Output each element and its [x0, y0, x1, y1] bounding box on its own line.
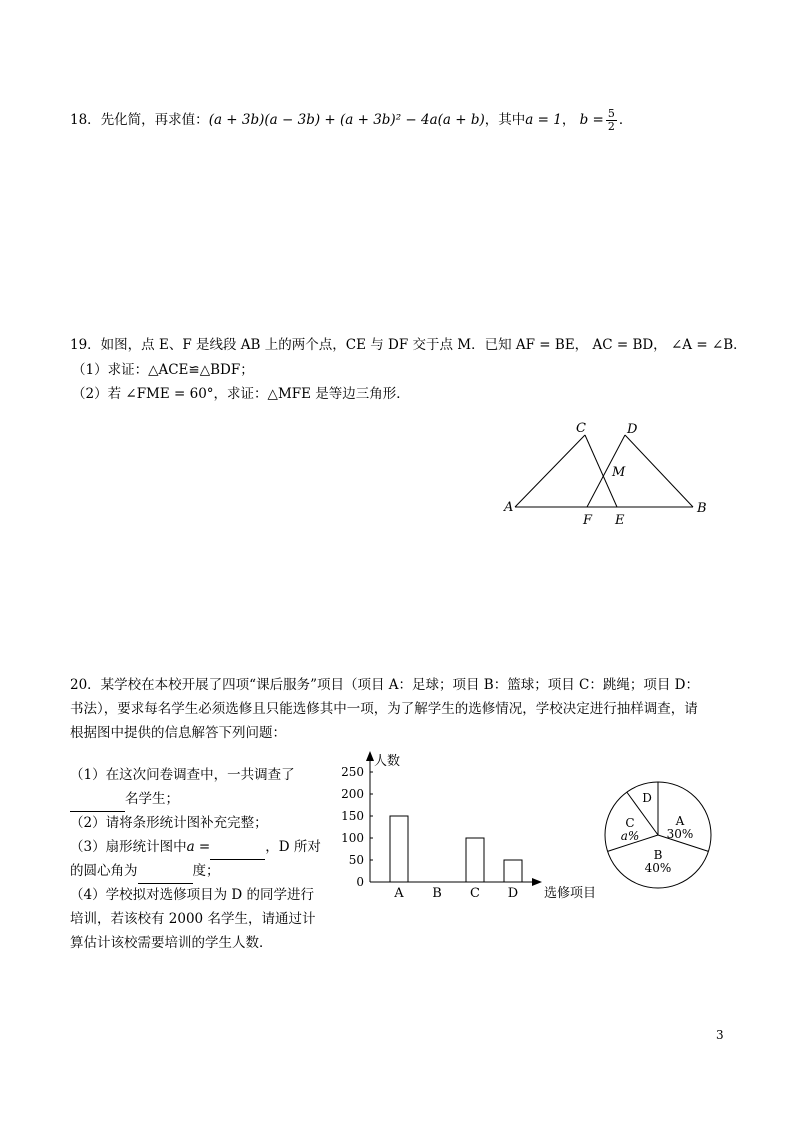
q18-b-denominator: 2	[607, 120, 615, 133]
q20-part3-angle-suffix: 度；	[192, 863, 220, 879]
pie-value-c: a%	[620, 829, 640, 843]
bar-a	[390, 816, 408, 882]
q18-line	[70, 108, 632, 133]
bar-c	[466, 838, 484, 882]
bar-chart-y-ticks	[341, 765, 373, 889]
y-tick-label: 200	[341, 787, 364, 801]
q20-part4-line1: （4）学校拟对选修项目为 D 的同学进行	[70, 887, 314, 903]
pie-label-a: A	[675, 814, 685, 828]
label-e: E	[615, 513, 625, 528]
q20-part3-angle-text: 的圆心角为	[70, 863, 138, 879]
q20-part2: （2）请将条形统计图补充完整；	[70, 815, 268, 831]
q20-part1-suffix: 名学生；	[125, 791, 179, 807]
bar-chart-categories	[393, 886, 518, 901]
label-d: D	[627, 422, 638, 437]
q20-part1-line	[70, 763, 295, 788]
q20-part3-blank-a	[210, 845, 265, 860]
y-tick-label: 50	[348, 853, 364, 867]
q18-separator: ，	[561, 112, 576, 128]
q20-part3-var: a =	[186, 839, 211, 855]
bar-chart-bars	[390, 816, 522, 882]
pie-label-d: D	[642, 791, 652, 805]
q19-geometry-figure	[495, 415, 715, 530]
q20-part3-blank-angle	[138, 869, 193, 884]
q19-line1: 19．如图，点 E、F 是线段 AB 上的两个点，CE 与 DF 交于点 M．已知 AF = BE， AC = BD， ∠A = ∠B．	[70, 337, 747, 353]
q18-condition-prefix: ，其中	[484, 112, 526, 128]
label-c: C	[576, 421, 586, 436]
y-tick-label: 100	[341, 831, 364, 845]
q18-a-value: a = 1	[525, 112, 562, 128]
pie-label-c: C	[625, 816, 635, 830]
bar-chart-y-label: 人数	[374, 754, 401, 769]
q20-line2: 书法），要求每名学生必须选修且只能选修其中一项，为了解学生的选修情况，学校决定进行抽样调查，请	[70, 701, 698, 717]
q20-part3-line	[70, 835, 321, 860]
q19-part2: （2）若 ∠FME = 60°，求证：△MFE 是等边三角形．	[72, 386, 410, 402]
x-tick-label: D	[507, 886, 519, 901]
q18-end: ．	[618, 112, 633, 128]
q20-part3-suffix: ，D 所对	[265, 839, 321, 855]
label-b: B	[697, 501, 707, 516]
pie-chart	[598, 778, 718, 898]
bar-chart-x-label: 选修项目	[544, 886, 597, 901]
q20-part3-line2	[70, 859, 220, 884]
q18-b-fraction	[606, 108, 617, 133]
q20-part1-text: （1）在这次问卷调查中，一共调查了	[70, 767, 295, 783]
q18-b-numerator: 5	[607, 107, 615, 120]
page-number: 3	[716, 1028, 724, 1042]
q20-part4-line2: 培训，若该校有 2000 名学生，请通过计	[70, 911, 316, 927]
pie-value-a: 30%	[666, 827, 694, 841]
q19-part1: （1）求证：△ACE≌△BDF；	[72, 362, 254, 378]
label-m: M	[612, 465, 626, 480]
label-f: F	[583, 513, 593, 528]
x-tick-label: B	[432, 886, 442, 901]
q20-part3-text: （3）扇形统计图中	[70, 839, 187, 855]
q18-prompt: 先化简，再求值：	[100, 112, 209, 128]
y-tick-label: 250	[341, 765, 364, 779]
pie-value-b: 40%	[644, 861, 672, 875]
pie-label-b: B	[653, 848, 663, 862]
segment-bd	[625, 435, 693, 507]
q18-number: 18．	[70, 112, 101, 128]
q20-part4-line3: 算估计该校需要培训的学生人数．	[70, 935, 273, 951]
q20-part1-blank	[70, 797, 125, 812]
label-a: A	[504, 500, 514, 515]
q20-part1-line2	[70, 787, 179, 812]
bar-chart	[340, 745, 610, 905]
q20-line3: 根据图中提供的信息解答下列问题：	[70, 725, 286, 741]
x-tick-label: C	[470, 886, 480, 901]
bar-chart-y-arrow	[366, 751, 374, 761]
segment-ac	[515, 435, 585, 507]
x-tick-label: A	[394, 886, 404, 901]
q18-b-var: b =	[579, 112, 604, 128]
bar-d	[504, 860, 522, 882]
y-tick-label: 150	[341, 809, 364, 823]
q18-expression: (a + 3b)(a − 3b) + (a + 3b)² − 4a(a + b)	[208, 112, 485, 128]
bar-chart-x-arrow	[532, 878, 542, 886]
y-tick-label: 0	[356, 875, 364, 889]
q20-line1: 20．某学校在本校开展了四项“课后服务”项目（项目 A：足球；项目 B：篮球；项目 C：跳绳；项目 D：	[70, 677, 699, 693]
